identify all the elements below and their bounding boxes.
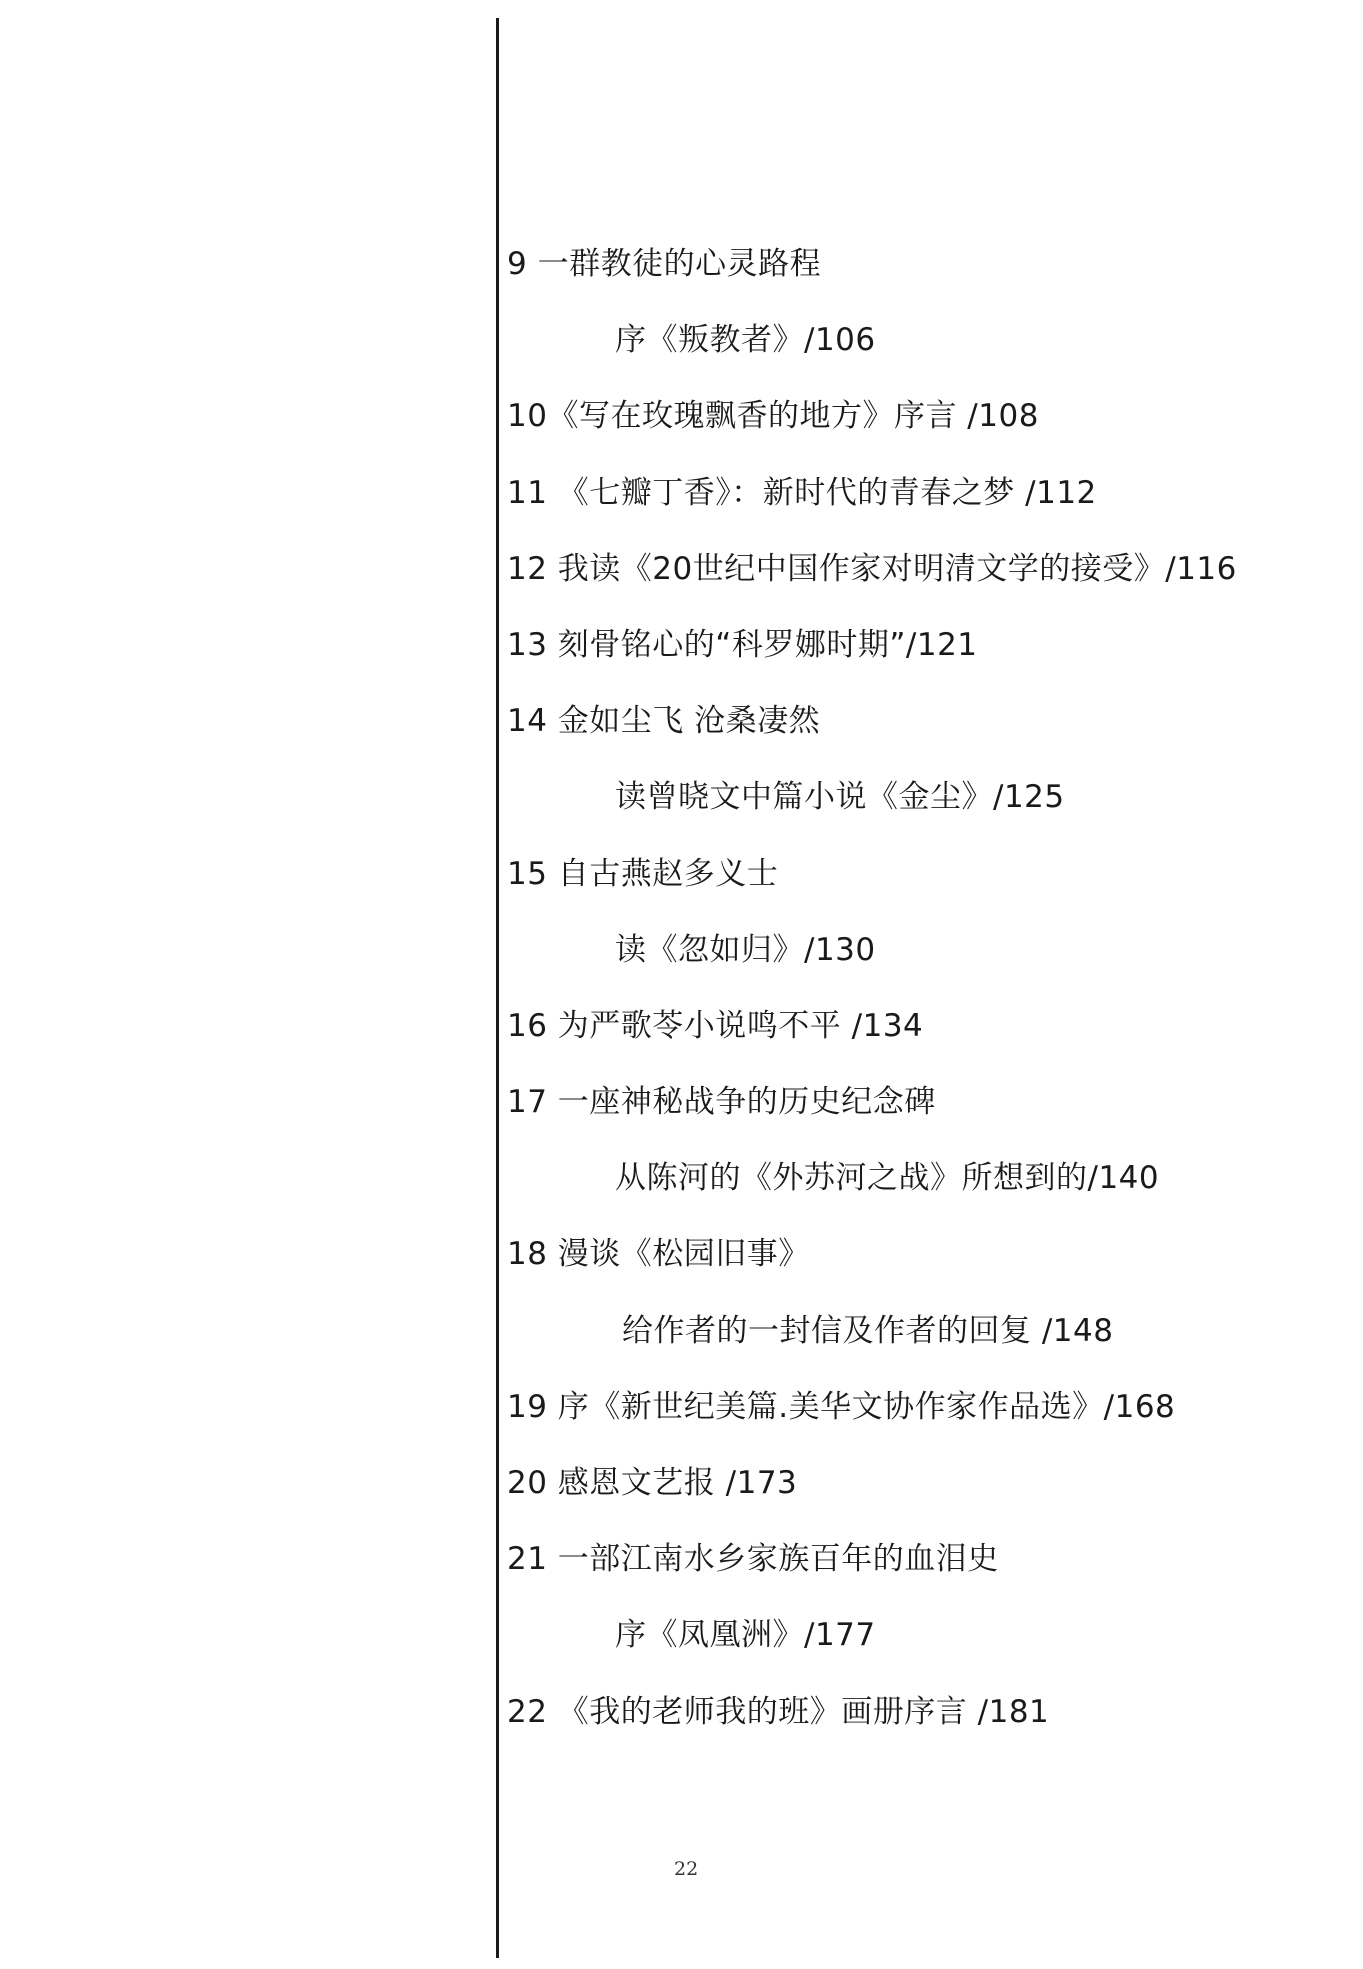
toc-entry: 17 一座神秘战争的历史纪念碑 — [507, 1084, 936, 1121]
table-of-contents — [507, 236, 1327, 1760]
toc-entry: 11 《七瓣丁香》：新时代的青春之梦 /112 — [507, 474, 1097, 511]
toc-subtitle: 序《叛教者》/106 — [615, 322, 876, 359]
toc-entry: 9 一群教徒的心灵路程 — [507, 246, 822, 282]
toc-entry: 16 为严歌苓小说鸣不平 /134 — [507, 1007, 924, 1044]
page-number: 22 — [674, 1858, 699, 1880]
toc-entry: 12 我读《20世纪中国作家对明清文学的接受》/116 — [507, 550, 1237, 587]
binding-margin-rule — [496, 18, 499, 1958]
toc-entry: 13 刻骨铭心的“科罗娜时期”/121 — [507, 626, 978, 663]
toc-entry: 15 自古燕赵多义士 — [507, 855, 779, 892]
toc-entry: 19 序《新世纪美篇.美华文协作家作品选》/168 — [507, 1388, 1176, 1425]
toc-entry: 20 感恩文艺报 /173 — [507, 1465, 798, 1501]
toc-subtitle: 序《凤凰洲》/177 — [615, 1617, 876, 1654]
toc-subtitle: 给作者的一封信及作者的回复 /148 — [622, 1312, 1114, 1349]
toc-entry: 14 金如尘飞 沧桑凄然 — [507, 703, 821, 740]
toc-entry: 10《写在玫瑰飘香的地方》序言 /108 — [507, 398, 1039, 435]
toc-subtitle: 读曾晓文中篇小说《金尘》/125 — [615, 779, 1065, 816]
toc-subtitle: 读《忽如归》/130 — [615, 931, 876, 968]
toc-entry: 21 一部江南水乡家族百年的血泪史 — [507, 1541, 999, 1578]
toc-subtitle: 从陈河的《外苏河之战》所想到的/140 — [615, 1160, 1160, 1197]
toc-entry: 18 漫谈《松园旧事》 — [507, 1236, 810, 1273]
toc-entry: 22 《我的老师我的班》画册序言 /181 — [507, 1693, 1050, 1730]
